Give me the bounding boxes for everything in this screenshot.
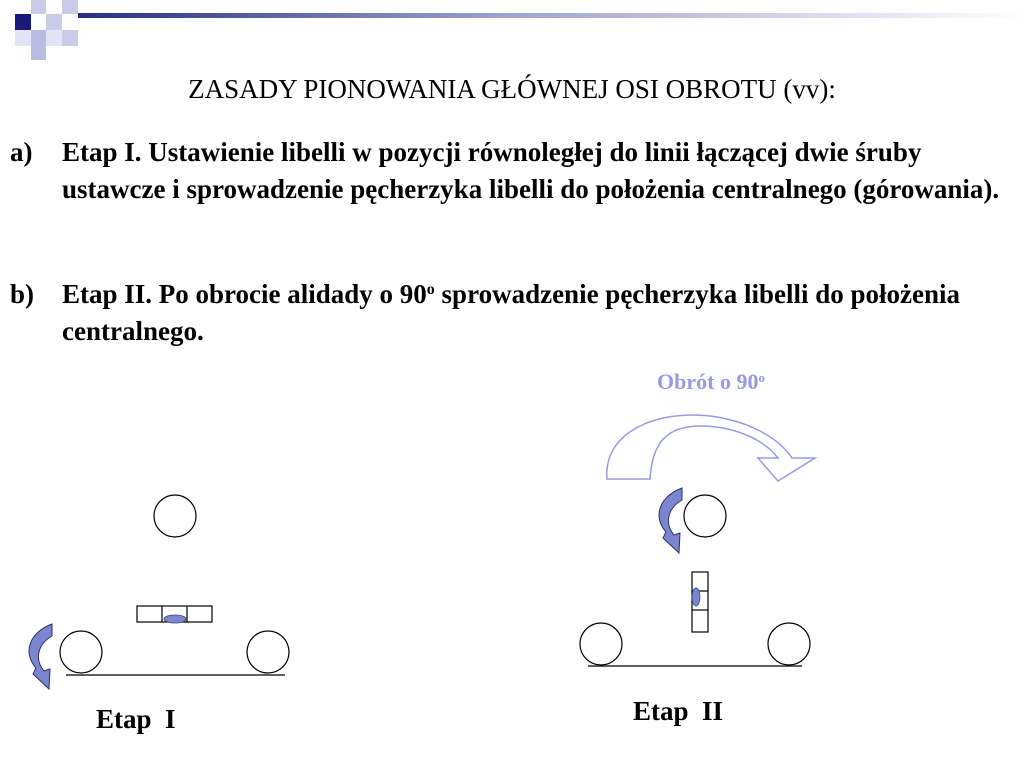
list-item-text-part: sprowadzenie pęcherzyka libelli do położenia centralnego.: [62, 279, 961, 346]
rotation-label-text: Obrót o 90: [657, 369, 759, 394]
list-item-text-part: Etap II. Po obrocie alidady o 90: [62, 279, 427, 309]
rotation-label: [657, 368, 765, 396]
leveling-screw-top: [154, 495, 196, 537]
list-marker: b): [10, 279, 35, 309]
leveling-screw-left: [580, 623, 622, 665]
vial-bubble: [164, 615, 186, 623]
rotation-arrow-icon: [29, 624, 52, 689]
stage-2-diagram: [580, 495, 810, 666]
degree-superscript: o: [426, 281, 435, 298]
stage-2-label: Etap II: [633, 696, 724, 726]
list-marker: a): [10, 137, 33, 167]
list-item-text: Etap I. Ustawienie libelli w pozycji równoległej do linii łączącej dwie śruby ustawcze i sprowadzenie pęcherzyka libelli do położenia centralnego (górowania).: [62, 137, 1000, 204]
leveling-screw-left: [60, 631, 102, 673]
leveling-screw-right: [768, 623, 810, 665]
rotation-90-arrow-icon: [607, 415, 815, 481]
leveling-screw-top: [684, 495, 726, 537]
slide-title: ZASADY PIONOWANIA GŁÓWNEJ OSI OBROTU (vv):: [188, 74, 836, 104]
degree-superscript: o: [758, 370, 765, 385]
stage-1-label: Etap I: [96, 704, 176, 734]
rotation-arrow-icon: [659, 488, 682, 553]
stage-1-diagram: [60, 495, 289, 675]
leveling-screw-right: [247, 631, 289, 673]
vial-bubble: [692, 588, 700, 606]
